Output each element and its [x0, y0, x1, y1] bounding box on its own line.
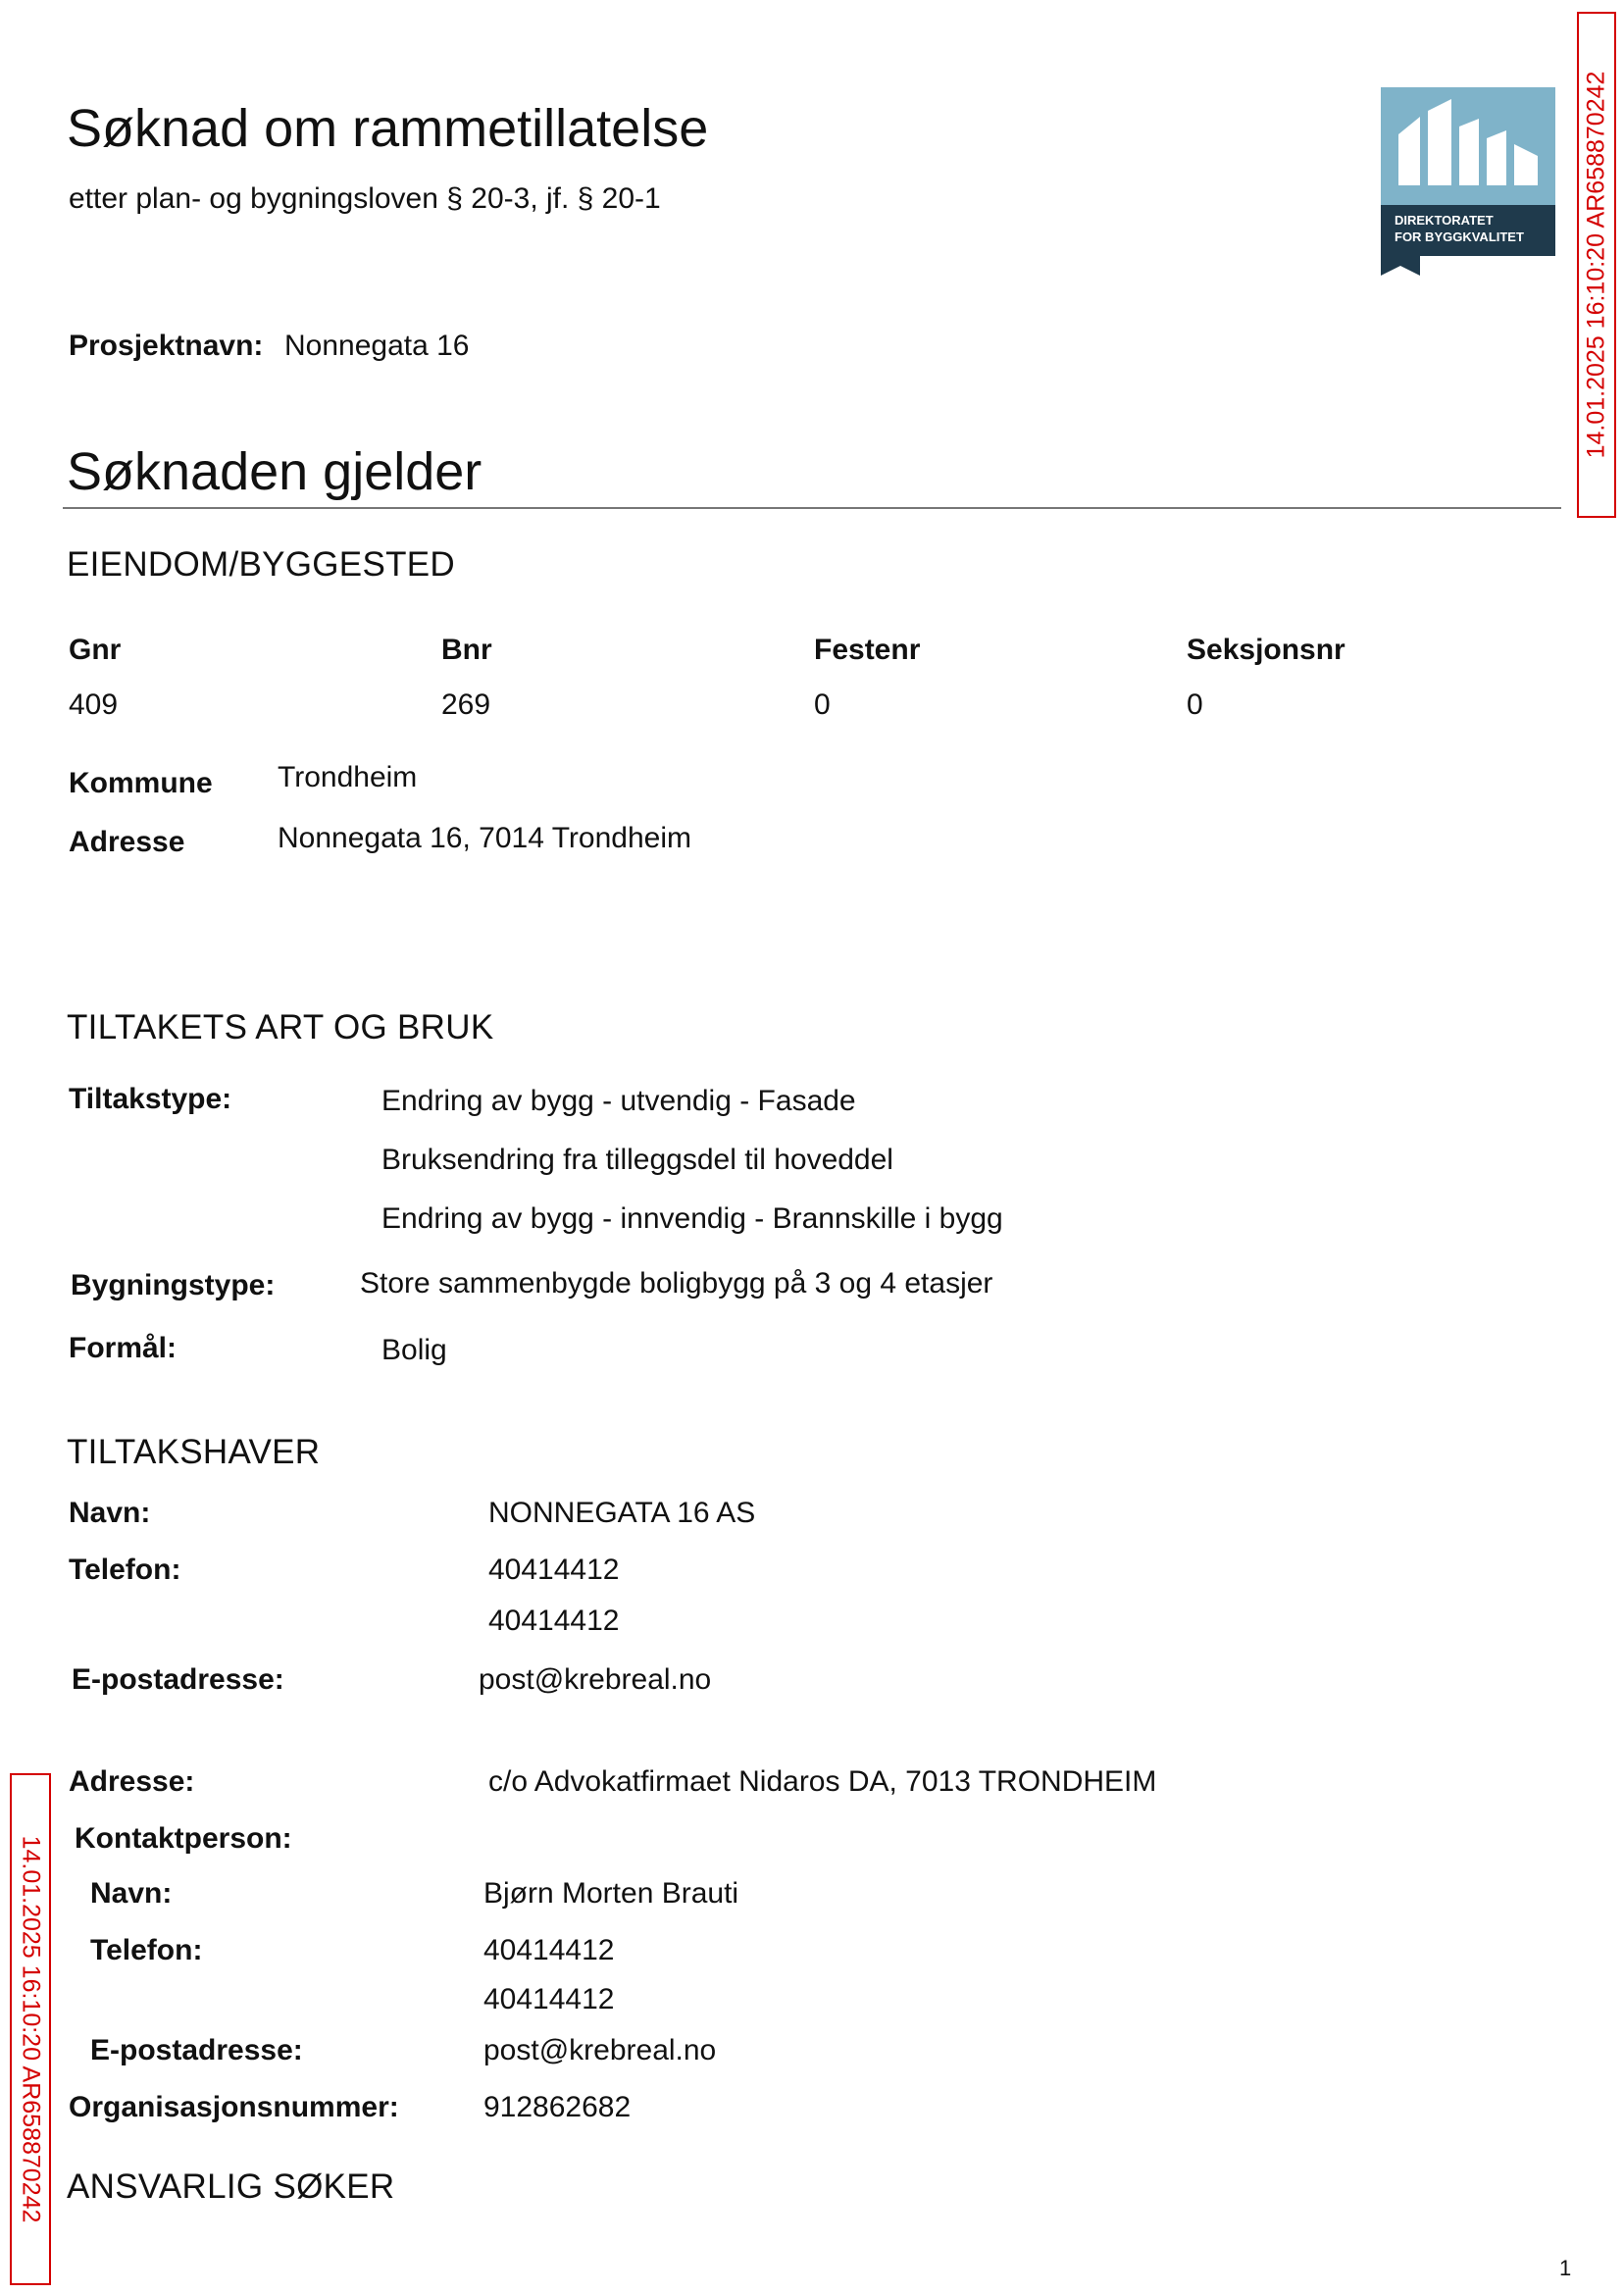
page-subtitle: etter plan- og bygningsloven § 20-3, jf. § 20-1 [69, 182, 661, 215]
property-heading: EIENDOM/BYGGESTED [67, 545, 455, 584]
navn-label: Navn: [69, 1497, 151, 1529]
formal-label: Formål: [69, 1332, 178, 1364]
epost-label: E-postadresse: [72, 1663, 284, 1696]
tiltakstype-value: Endring av bygg - utvendig - Fasade [381, 1085, 856, 1117]
kontakt-telefon-value: 40414412 [483, 1934, 615, 1966]
kontakt-telefon-value: 40414412 [483, 1983, 615, 2015]
festenr-label: Festenr [814, 634, 921, 666]
epost-value: post@krebreal.no [479, 1663, 712, 1696]
bnr-value: 269 [441, 688, 491, 721]
bygningstype-value: Store sammenbygde boligbygg på 3 og 4 etasjer [360, 1267, 993, 1300]
page-number: 1 [1559, 2256, 1572, 2280]
project-value: Nonnegata 16 [284, 330, 470, 362]
tiltak-heading: TILTAKETS ART OG BRUK [67, 1008, 494, 1046]
tiltakshaver-heading: TILTAKSHAVER [67, 1433, 321, 1471]
org-label: Organisasjonsnummer: [69, 2091, 399, 2123]
telefon-label: Telefon: [69, 1554, 181, 1586]
adresse-label: Adresse [69, 826, 185, 858]
bnr-label: Bnr [441, 634, 492, 666]
tiltakstype-label: Tiltakstype: [69, 1083, 232, 1115]
kontakt-epost-value: post@krebreal.no [483, 2034, 717, 2066]
logo-text-1: DIREKTORATET [1395, 213, 1494, 228]
kontakt-telefon-label: Telefon: [90, 1934, 203, 1966]
project-label: Prosjektnavn: [69, 330, 264, 362]
logo-text-2: FOR BYGGKVALITET [1395, 229, 1524, 244]
festenr-value: 0 [814, 688, 831, 721]
date-stamp-top [1577, 12, 1616, 518]
ansvarlig-heading: ANSVARLIG SØKER [67, 2167, 395, 2206]
stamp-text: 14.01.2025 16:10:20 AR658870242 [1582, 71, 1610, 459]
adresse-value: Nonnegata 16, 7014 Trondheim [278, 822, 691, 854]
stamp-text: 14.01.2025 16:10:20 AR658870242 [17, 1835, 45, 2223]
date-stamp-bottom [10, 1773, 51, 2285]
page-title: Søknad om rammetillatelse [67, 99, 709, 158]
navn-value: NONNEGATA 16 AS [488, 1497, 756, 1529]
kontakt-navn-label: Navn: [90, 1877, 173, 1910]
org-value: 912862682 [483, 2091, 632, 2123]
dibk-logo [1381, 87, 1555, 276]
telefon-value: 40414412 [488, 1554, 620, 1586]
telefon-value: 40414412 [488, 1605, 620, 1637]
section-divider [63, 507, 1561, 509]
kommune-value: Trondheim [278, 761, 418, 793]
seksjonsnr-label: Seksjonsnr [1187, 634, 1345, 666]
kommune-label: Kommune [69, 767, 213, 799]
kontakt-navn-value: Bjørn Morten Brauti [483, 1877, 739, 1910]
section-title: Søknaden gjelder [67, 442, 482, 501]
seksjonsnr-value: 0 [1187, 688, 1203, 721]
kontakt-epost-label: E-postadresse: [90, 2034, 303, 2066]
kontaktperson-label: Kontaktperson: [75, 1822, 292, 1855]
tiltakshaver-adresse-value: c/o Advokatfirmaet Nidaros DA, 7013 TRONDHEIM [488, 1765, 1157, 1798]
tiltakstype-value: Bruksendring fra tilleggsdel til hoveddel [381, 1144, 893, 1176]
tiltakstype-value: Endring av bygg - innvendig - Brannskille i bygg [381, 1202, 1003, 1235]
formal-value: Bolig [381, 1334, 447, 1366]
bygningstype-label: Bygningstype: [71, 1269, 276, 1301]
gnr-value: 409 [69, 688, 119, 721]
tiltakshaver-adresse-label: Adresse: [69, 1765, 195, 1798]
gnr-label: Gnr [69, 634, 122, 666]
